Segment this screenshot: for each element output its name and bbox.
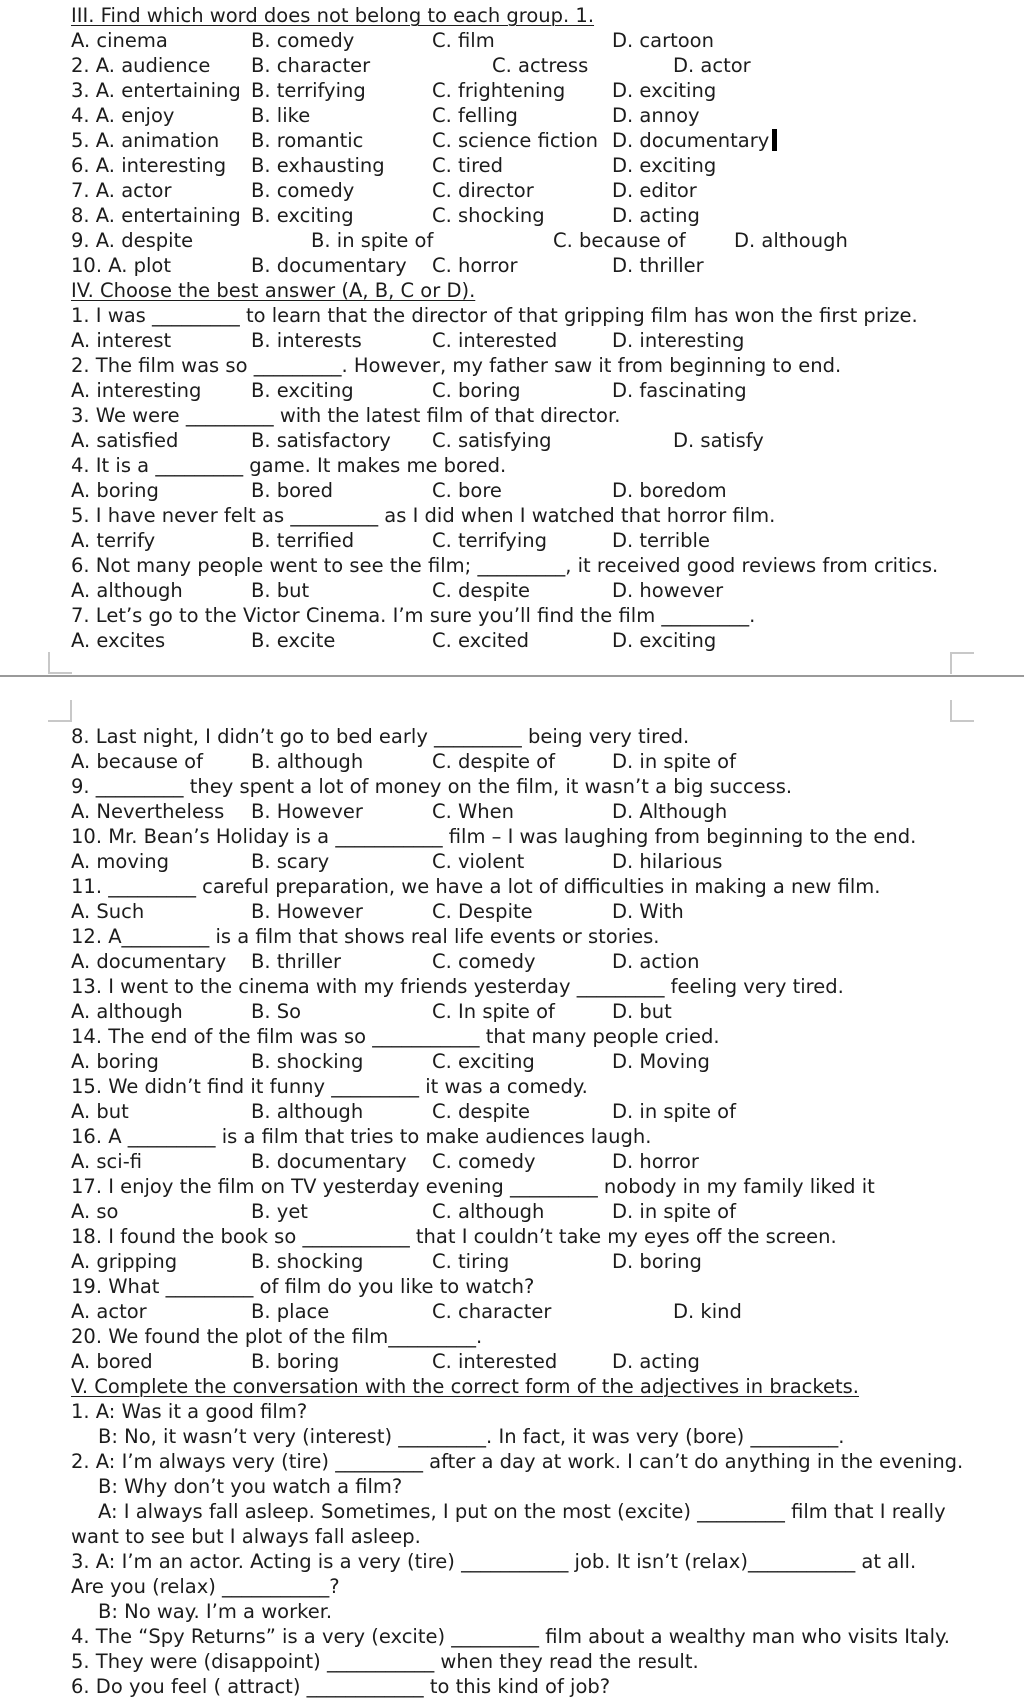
question-line: 11. _________ careful preparation, we have a lot of difficulties in making a new film. xyxy=(71,875,881,898)
crop-mark-bottom-right xyxy=(950,700,974,722)
answer-option: 6. A. interesting xyxy=(71,154,227,177)
question-line: B: Why don’t you watch a film? xyxy=(98,1475,403,1498)
question-line: 15. We didn’t find it funny _________ it was a comedy. xyxy=(71,1075,588,1098)
answer-option: D. actor xyxy=(673,54,751,77)
answer-option: B. although xyxy=(251,1100,364,1123)
question-line: 18. I found the book so ___________ that I couldn’t take my eyes off the screen. xyxy=(71,1225,837,1248)
answer-option: B. character xyxy=(251,54,371,77)
answer-option: B. terrifying xyxy=(251,79,366,102)
answer-option: D. horror xyxy=(612,1150,699,1173)
answer-option: C. because of xyxy=(553,229,686,252)
answer-option: A. gripping xyxy=(71,1250,178,1273)
answer-option: C. despite xyxy=(432,1100,530,1123)
answer-option: D. editor xyxy=(612,179,697,202)
question-line: Are you (relax) ___________? xyxy=(71,1575,340,1598)
answer-option: B. like xyxy=(251,104,311,127)
answer-option: C. exciting xyxy=(432,1050,535,1073)
answer-option: D. terrible xyxy=(612,529,710,552)
answer-option: D. although xyxy=(734,229,848,252)
answer-option: C. bore xyxy=(432,479,502,502)
question-line: 17. I enjoy the film on TV yesterday evening _________ nobody in my family liked it xyxy=(71,1175,875,1198)
answer-option: B. exciting xyxy=(251,379,354,402)
question-line: A: I always fall asleep. Sometimes, I put on the most (excite) _________ film that I really xyxy=(98,1500,946,1523)
answer-option: C. felling xyxy=(432,104,518,127)
answer-option: B. thriller xyxy=(251,950,342,973)
answer-option: B. However xyxy=(251,900,363,923)
answer-option: A. actor xyxy=(71,1300,147,1323)
question-line: 14. The end of the film was so ___________ that many people cried. xyxy=(71,1025,720,1048)
answer-option: B. However xyxy=(251,800,363,823)
answer-option: C. horror xyxy=(432,254,518,277)
answer-option: B. terrified xyxy=(251,529,355,552)
answer-option: D. acting xyxy=(612,1350,700,1373)
answer-option: C. despite of xyxy=(432,750,555,773)
question-line: 16. A _________ is a film that tries to make audiences laugh. xyxy=(71,1125,652,1148)
answer-option: 4. A. enjoy xyxy=(71,104,175,127)
answer-option: B. shocking xyxy=(251,1050,364,1073)
answer-option: C. despite xyxy=(432,579,530,602)
question-line: 12. A_________ is a film that shows real life events or stories. xyxy=(71,925,660,948)
answer-option: D. Although xyxy=(612,800,728,823)
question-line: 4. It is a _________ game. It makes me bored. xyxy=(71,454,507,477)
section-heading: III. Find which word does not belong to each group. 1. xyxy=(71,4,595,27)
answer-option: D. interesting xyxy=(612,329,745,352)
answer-option: A. boring xyxy=(71,1050,159,1073)
answer-option: D. exciting xyxy=(612,79,717,102)
question-line: B: No, it wasn’t very (interest) _________. In fact, it was very (bore) _________. xyxy=(98,1425,845,1448)
question-line: 2. The film was so _________. However, my father saw it from beginning to end. xyxy=(71,354,842,377)
question-line: 9. _________ they spent a lot of money on the film, it wasn’t a big success. xyxy=(71,775,793,798)
answer-option: C. frightening xyxy=(432,79,566,102)
answer-option: B. documentary xyxy=(251,254,407,277)
answer-option: B. shocking xyxy=(251,1250,364,1273)
answer-option: 9. A. despite xyxy=(71,229,194,252)
answer-option: 5. A. animation xyxy=(71,129,220,152)
question-line: 7. Let’s go to the Victor Cinema. I’m sure you’ll find the film _________. xyxy=(71,604,756,627)
answer-option: D. documentary xyxy=(612,128,777,153)
answer-option: A. bored xyxy=(71,1350,153,1373)
answer-option: D. but xyxy=(612,1000,672,1023)
answer-option: B. but xyxy=(251,579,310,602)
answer-option: A. Nevertheless xyxy=(71,800,225,823)
answer-option: C. Despite xyxy=(432,900,533,923)
question-line: 8. Last night, I didn’t go to bed early _________ being very tired. xyxy=(71,725,690,748)
answer-option: A. interest xyxy=(71,329,172,352)
answer-option: A. terrify xyxy=(71,529,156,552)
answer-option: B. exhausting xyxy=(251,154,385,177)
answer-option: C. actress xyxy=(492,54,589,77)
question-line: 19. What _________ of film do you like to watch? xyxy=(71,1275,535,1298)
answer-option: B. So xyxy=(251,1000,302,1023)
answer-option: 3. A. entertaining xyxy=(71,79,241,102)
question-line: 2. A: I’m always very (tire) _________ after a day at work. I can’t do anything in the evening. xyxy=(71,1450,964,1473)
answer-option: C. comedy xyxy=(432,1150,536,1173)
answer-option: D. Moving xyxy=(612,1050,710,1073)
answer-option: D. acting xyxy=(612,204,700,227)
answer-option: B. yet xyxy=(251,1200,308,1223)
answer-option: B. although xyxy=(251,750,364,773)
answer-option: C. interested xyxy=(432,329,558,352)
crop-mark-top-left xyxy=(48,652,72,674)
question-line: 1. A: Was it a good film? xyxy=(71,1400,308,1423)
answer-option: D. satisfy xyxy=(673,429,764,452)
answer-option: A. although xyxy=(71,579,183,602)
answer-option: D. kind xyxy=(673,1300,742,1323)
answer-option: B. place xyxy=(251,1300,330,1323)
answer-option: D. exciting xyxy=(612,154,717,177)
answer-option: A. Such xyxy=(71,900,145,923)
section-heading: IV. Choose the best answer (A, B, C or D). xyxy=(71,279,476,302)
answer-option: 8. A. entertaining xyxy=(71,204,241,227)
question-line: 5. They were (disappoint) ___________ when they read the result. xyxy=(71,1650,699,1673)
answer-option: D. exciting xyxy=(612,629,717,652)
answer-option: A. satisfied xyxy=(71,429,179,452)
question-line: 5. I have never felt as _________ as I did when I watched that horror film. xyxy=(71,504,776,527)
question-line: want to see but I always fall asleep. xyxy=(71,1525,421,1548)
answer-option: D. thriller xyxy=(612,254,704,277)
answer-option: A. cinema xyxy=(71,29,168,52)
question-line: 13. I went to the cinema with my friends yesterday _________ feeling very tired. xyxy=(71,975,844,998)
answer-option: B. satisfactory xyxy=(251,429,391,452)
question-line: 6. Do you feel ( attract) ____________ to this kind of job? xyxy=(71,1675,611,1698)
answer-option: A. documentary xyxy=(71,950,227,973)
answer-option: B. exciting xyxy=(251,204,354,227)
answer-option: 10. A. plot xyxy=(71,254,171,277)
answer-option: B. bored xyxy=(251,479,334,502)
answer-option: C. comedy xyxy=(432,950,536,973)
answer-option: D. in spite of xyxy=(612,750,736,773)
answer-option: C. satisfying xyxy=(432,429,552,452)
answer-option: C. although xyxy=(432,1200,545,1223)
answer-option: B. in spite of xyxy=(311,229,434,252)
answer-option: C. interested xyxy=(432,1350,558,1373)
question-line: 3. A: I’m an actor. Acting is a very (tire) ___________ job. It isn’t (relax)___________ at all. xyxy=(71,1550,917,1573)
answer-option: D. boring xyxy=(612,1250,702,1273)
answer-option: D. in spite of xyxy=(612,1200,736,1223)
answer-option: B. interests xyxy=(251,329,362,352)
answer-option: C. shocking xyxy=(432,204,545,227)
question-line: 10. Mr. Bean’s Holiday is a ___________ film – I was laughing from beginning to the end. xyxy=(71,825,917,848)
answer-option: B. comedy xyxy=(251,179,355,202)
question-line: 1. I was _________ to learn that the director of that gripping film has won the first prize. xyxy=(71,304,918,327)
answer-option: C. director xyxy=(432,179,534,202)
question-line: 20. We found the plot of the film_________. xyxy=(71,1325,483,1348)
question-line: 3. We were _________ with the latest film of that director. xyxy=(71,404,621,427)
answer-option: B. excite xyxy=(251,629,336,652)
answer-option: A. but xyxy=(71,1100,129,1123)
question-line: B: No way. I’m a worker. xyxy=(98,1600,333,1623)
answer-option: B. boring xyxy=(251,1350,340,1373)
answer-option: B. documentary xyxy=(251,1150,407,1173)
question-line: 6. Not many people went to see the film; _________, it received good reviews from critics. xyxy=(71,554,939,577)
crop-mark-top-right xyxy=(950,652,974,674)
answer-option: A. because of xyxy=(71,750,203,773)
answer-option: A. interesting xyxy=(71,379,202,402)
answer-option: D. action xyxy=(612,950,700,973)
answer-option: B. romantic xyxy=(251,129,364,152)
answer-option: A. excites xyxy=(71,629,166,652)
answer-option: B. comedy xyxy=(251,29,355,52)
answer-option: C. When xyxy=(432,800,515,823)
answer-option: C. science fiction xyxy=(432,129,598,152)
answer-option: D. however xyxy=(612,579,724,602)
answer-option: C. tired xyxy=(432,154,504,177)
answer-option: D. boredom xyxy=(612,479,727,502)
crop-mark-bottom-left xyxy=(48,700,72,722)
answer-option: A. boring xyxy=(71,479,159,502)
answer-option: D. cartoon xyxy=(612,29,714,52)
text-cursor xyxy=(772,129,777,151)
answer-option: D. With xyxy=(612,900,684,923)
answer-option: D. hilarious xyxy=(612,850,723,873)
section-heading: V. Complete the conversation with the correct form of the adjectives in brackets. xyxy=(71,1375,859,1398)
answer-option: C. In spite of xyxy=(432,1000,555,1023)
answer-option: B. scary xyxy=(251,850,330,873)
answer-option: C. terrifying xyxy=(432,529,547,552)
answer-option: D. annoy xyxy=(612,104,700,127)
answer-option: C. film xyxy=(432,29,495,52)
answer-option: C. excited xyxy=(432,629,530,652)
answer-option: C. character xyxy=(432,1300,552,1323)
answer-option: D. in spite of xyxy=(612,1100,736,1123)
answer-option: 7. A. actor xyxy=(71,179,172,202)
answer-option: A. sci-fi xyxy=(71,1150,143,1173)
page-break-divider xyxy=(0,675,1024,677)
answer-option: A. moving xyxy=(71,850,170,873)
answer-option: C. tiring xyxy=(432,1250,510,1273)
question-line: 4. The “Spy Returns” is a very (excite) _________ film about a wealthy man who visits Italy. xyxy=(71,1625,951,1648)
answer-option: D. fascinating xyxy=(612,379,747,402)
answer-option: C. boring xyxy=(432,379,521,402)
answer-option: A. so xyxy=(71,1200,119,1223)
answer-option: A. although xyxy=(71,1000,183,1023)
answer-option: 2. A. audience xyxy=(71,54,211,77)
answer-option: C. violent xyxy=(432,850,525,873)
